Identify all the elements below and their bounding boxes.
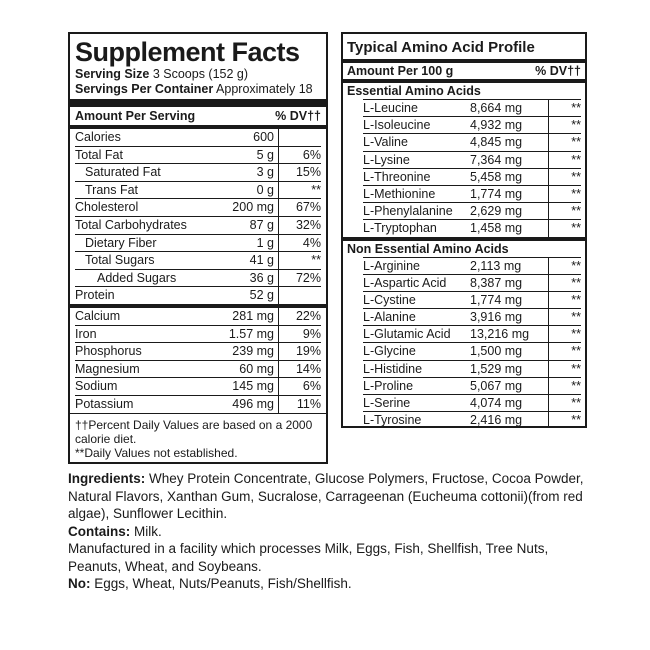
amino-row [363,99,581,116]
nutrient-amount: 4,845 mg [470,135,523,150]
footnotes [70,413,326,460]
mineral-rows [75,308,321,413]
nutrient-name: L-Lysine [363,152,410,167]
nutrient-amount: 8,387 mg [470,275,523,290]
nutrient-amount: 1,774 mg [470,292,523,307]
nutrient-dv: 14% [278,361,321,378]
nutrient-row [75,234,321,252]
nutrient-name: L-Proline [363,378,414,393]
nutrient-row [75,377,321,395]
amino-dv-header-label: % DV†† [535,64,581,78]
nutrient-name: L-Cystine [363,292,416,307]
nutrient-dv: 11% [278,396,321,413]
nutrient-name: Total Carbohydrates [75,217,187,232]
nutrient-row [75,181,321,199]
nutrient-name: Saturated Fat [85,165,161,180]
nutrient-dv: ** [278,252,321,269]
nutrient-name: L-Histidine [363,361,423,376]
nutrient-name: L-Tyrosine [363,413,422,428]
nutrient-name: Calories [75,130,121,144]
footnote-not-established: **Daily Values not established. [75,445,238,460]
nutrient-dv: ** [548,292,581,308]
nutrient-dv: ** [548,378,581,394]
nutrient-amount: 0 g [256,182,274,197]
nutrient-amount: 239 mg [232,344,274,359]
amino-row [363,202,581,219]
amino-row [363,308,581,325]
nutrient-name: L-Isoleucine [363,118,431,133]
nutrient-amount: 2,416 mg [470,413,523,428]
amino-row [363,377,581,394]
nutrient-name: L-Methionine [363,186,436,201]
nutrient-name: L-Phenylalanine [363,204,453,219]
serving-size: Serving Size 3 Scoops (152 g) [75,67,249,81]
nutrient-dv: ** [548,203,581,219]
ingredients-paragraph: Ingredients: Whey Protein Concentrate, Glucose Polymers, Fructose, Cocoa Powder, Natural Flavors, Xanthan Gum, Sucralose, Carrageenan (Eucheuma cottonii)(from red algae), Sunflower Lecithin. [68,471,584,521]
nutrient-amount: 1,500 mg [470,344,523,359]
amino-profile-title: Typical Amino Acid Profile [347,39,535,56]
nutrient-amount: 87 g [249,217,274,232]
nutrient-dv: ** [548,309,581,325]
contains-paragraph: Contains: Milk. [68,523,162,539]
amino-row [363,133,581,150]
nutrient-name: L-Alanine [363,310,416,325]
servings-per-container: Servings Per Container Approximately 18 [75,82,313,96]
divider-thick [70,99,326,107]
nutrient-row [75,269,321,287]
nutrient-dv: ** [548,258,581,274]
nutrient-dv: ** [548,169,581,185]
nutrient-dv: 72% [278,270,321,287]
nutrient-amount: 5,067 mg [470,378,523,393]
nutrient-dv: ** [548,100,581,116]
amino-row [363,342,581,359]
nutrient-amount: 52 g [249,288,274,303]
nutrient-name: L-Leucine [363,101,418,115]
amount-per-100g-label: Amount Per 100 g [347,64,454,78]
amino-acid-profile-panel [341,32,587,428]
nutrient-row [75,251,321,269]
nutrient-name: Sodium [75,379,118,394]
nutrient-amount: 200 mg [232,200,274,215]
amino-row [363,116,581,133]
nutrient-dv: ** [548,134,581,150]
nutrient-amount: 4,074 mg [470,396,523,410]
nutrient-dv: 22% [278,308,321,325]
nutrient-amount: 145 mg [232,379,274,394]
nutrient-row [75,360,321,378]
nutrient-dv: 4% [278,235,321,252]
supplement-facts-title: Supplement Facts [75,37,300,67]
nutrient-name: L-Aspartic Acid [363,275,447,290]
nutrient-amount: 1 g [256,235,274,250]
nutrient-name: L-Glutamic Acid [363,327,451,342]
nutrient-amount: 5,458 mg [470,169,523,184]
nutrient-dv: 15% [278,164,321,181]
amino-row [363,325,581,342]
nutrient-amount: 281 mg [232,308,274,323]
dv-header-label: % DV†† [275,109,321,123]
nutrient-dv: 67% [278,199,321,216]
nutrient-dv: 6% [278,147,321,164]
nutrient-row [75,325,321,343]
nutrient-dv: ** [548,412,581,428]
amino-row [363,411,581,428]
nutrient-amount: 7,364 mg [470,152,523,167]
supplement-facts-panel [68,32,328,464]
nutrient-name: Magnesium [75,361,140,376]
nutrient-amount: 600 [253,130,274,144]
nutrient-amount: 1,529 mg [470,361,523,376]
nutrient-name: Total Sugars [85,253,155,268]
nutrient-row [75,216,321,234]
nutrient-name: Iron [75,326,97,341]
no-allergens-paragraph: No: Eggs, Wheat, Nuts/Peanuts, Fish/Shellfish. [68,576,352,591]
nutrient-row [75,286,321,304]
nutrient-name: L-Threonine [363,169,431,184]
nutrient-row [75,198,321,216]
nutrient-amount: 36 g [249,270,274,285]
nutrient-name: Added Sugars [97,270,177,285]
nutrient-row [75,146,321,164]
nutrient-amount: 3 g [256,165,274,180]
amino-row [363,219,581,236]
nonessential-amino-rows [347,257,581,429]
nutrient-name: Cholesterol [75,200,139,215]
nutrient-dv: 32% [278,217,321,234]
amount-header-row [75,107,321,125]
nutrient-amount: 13,216 mg [470,327,530,342]
nutrient-name: L-Serine [363,396,411,410]
nutrient-dv: ** [278,182,321,199]
amino-row [363,257,581,274]
amino-row [363,185,581,202]
nutrient-row [75,342,321,360]
nutrient-row [75,308,321,325]
nutrient-amount: 2,113 mg [470,258,522,273]
label-text-block [68,470,588,593]
nonessential-amino-header: Non Essential Amino Acids [347,241,509,256]
nutrient-amount: 2,629 mg [470,204,523,219]
nutrient-name: L-Valine [363,135,408,150]
nutrient-name: L-Tryptophan [363,221,437,236]
nutrient-name: Calcium [75,308,121,323]
amino-amount-header-row [347,63,581,79]
nutrient-amount: 4,932 mg [470,118,523,133]
nutrient-dv [278,287,321,304]
nutrient-amount: 1,774 mg [470,186,523,201]
amino-row [363,274,581,291]
nutrient-name: L-Arginine [363,258,420,273]
amino-row [363,151,581,168]
amount-per-serving-label: Amount Per Serving [75,109,196,123]
footnote-dv: ††Percent Daily Values are based on a 2000 calorie diet. [75,417,313,446]
nutrient-dv: 6% [278,378,321,395]
nutrient-amount: 1.57 mg [228,326,274,341]
nutrient-name: Phosphorus [75,344,142,359]
nutrient-row [75,395,321,413]
nutrient-row [75,163,321,181]
amino-row [363,360,581,377]
nutrient-dv: ** [548,152,581,168]
nutrient-dv: 9% [278,326,321,343]
essential-amino-rows [347,99,581,237]
nutrient-dv: ** [548,117,581,133]
nutrient-amount: 1,458 mg [470,221,523,236]
nutrient-name: Dietary Fiber [85,235,157,250]
nutrient-amount: 8,664 mg [470,101,523,115]
nutrient-amount: 41 g [249,253,274,268]
nutrient-name: L-Glycine [363,344,416,359]
nutrient-amount: 496 mg [232,396,274,411]
nutrient-dv: ** [548,326,581,342]
nutrient-name: Total Fat [75,147,123,162]
amino-row [363,291,581,308]
nutrient-dv [278,129,321,146]
nutrient-dv: ** [548,361,581,377]
nutrient-amount: 60 mg [239,361,274,376]
nutrient-dv: 19% [278,343,321,360]
nutrient-dv: ** [548,275,581,291]
nutrient-name: Trans Fat [85,182,139,197]
amino-row [363,168,581,185]
facility-paragraph: Manufactured in a facility which processes Milk, Eggs, Fish, Shellfish, Tree Nuts, Peanuts, Wheat, and Soybeans. [68,541,549,574]
nutrient-name: Protein [75,288,115,303]
amino-row [363,394,581,411]
nutrient-dv: ** [548,220,581,236]
essential-amino-header: Essential Amino Acids [347,84,481,98]
nutrient-name: Potassium [75,396,134,411]
nutrient-row [75,129,321,146]
nutrient-amount: 3,916 mg [470,310,523,325]
nutrient-rows [75,129,321,304]
nutrient-dv: ** [548,395,581,411]
nutrient-dv: ** [548,343,581,359]
nutrient-amount: 5 g [256,147,274,162]
nutrient-dv: ** [548,186,581,202]
